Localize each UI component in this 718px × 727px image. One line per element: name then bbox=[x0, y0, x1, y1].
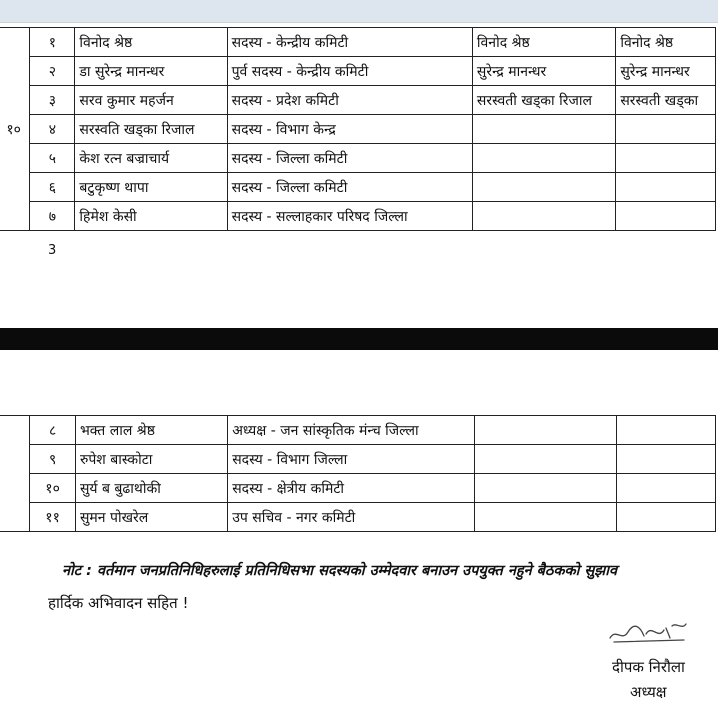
nominee-cell: विनोद श्रेष्ठ bbox=[616, 28, 716, 57]
page-break-bar bbox=[0, 328, 718, 350]
greeting-text: हार्दिक अभिवादन सहित ! bbox=[48, 594, 189, 612]
nominee-cell bbox=[472, 173, 615, 202]
table-row bbox=[0, 416, 716, 445]
nominee-cell: सुरेन्द्र मानन्धर bbox=[616, 57, 716, 86]
signatory-title: अध्यक्ष bbox=[630, 683, 667, 701]
table-row bbox=[0, 173, 716, 202]
page-number: 3 bbox=[48, 243, 57, 258]
table-row bbox=[0, 474, 716, 503]
name-cell: सुमन पोखरेल bbox=[75, 503, 227, 532]
nominee-cell bbox=[474, 416, 616, 445]
position-cell: उप सचिव - नगर कमिटी bbox=[228, 503, 474, 532]
group-number-cell: १० bbox=[0, 28, 30, 231]
serial-number-cell: ५ bbox=[30, 144, 75, 173]
nominee-cell bbox=[616, 173, 716, 202]
nominee-cell bbox=[474, 445, 616, 474]
nominee-cell bbox=[617, 474, 716, 503]
name-cell: बटुकृष्ण थापा bbox=[75, 173, 227, 202]
serial-number-cell: ३ bbox=[30, 86, 75, 115]
serial-number-cell: ४ bbox=[30, 115, 75, 144]
nominee-cell bbox=[616, 144, 716, 173]
name-cell: सरव कुमार महर्जन bbox=[75, 86, 227, 115]
table-row bbox=[0, 57, 716, 86]
serial-number-cell: १० bbox=[30, 474, 76, 503]
serial-number-cell: ११ bbox=[30, 503, 76, 532]
position-cell: अध्यक्ष - जन सांस्कृतिक मंन्च जिल्ला bbox=[228, 416, 474, 445]
serial-number-cell: ७ bbox=[30, 202, 75, 231]
table-row bbox=[0, 28, 716, 57]
serial-number-cell: ९ bbox=[30, 445, 76, 474]
position-cell: सदस्य - विभाग जिल्ला bbox=[228, 445, 474, 474]
nominee-cell bbox=[472, 202, 615, 231]
table-row bbox=[0, 202, 716, 231]
nominee-cell bbox=[617, 416, 716, 445]
position-cell: पुर्व सदस्य - केन्द्रीय कमिटी bbox=[227, 57, 472, 86]
table-row bbox=[0, 86, 716, 115]
name-cell: सुर्य ब बुढाथोकी bbox=[75, 474, 227, 503]
name-cell: सरस्वति खड्का रिजाल bbox=[75, 115, 227, 144]
name-cell: भक्त लाल श्रेष्ठ bbox=[75, 416, 227, 445]
nominee-cell bbox=[474, 503, 616, 532]
position-cell: सदस्य - जिल्ला कमिटी bbox=[227, 173, 472, 202]
nominee-cell bbox=[474, 474, 616, 503]
table-row bbox=[0, 445, 716, 474]
nominee-cell bbox=[472, 144, 615, 173]
position-cell: सदस्य - जिल्ला कमिटी bbox=[227, 144, 472, 173]
serial-number-cell: ८ bbox=[30, 416, 76, 445]
table-row bbox=[0, 115, 716, 144]
note-text: नोट : वर्तमान जनप्रतिनिधिहरुलाई प्रतिनिधिसभा सदस्यको उम्मेदवार बनाउन उपयुक्त नहुने बैठकको सुझाव bbox=[62, 563, 618, 579]
table-row bbox=[0, 503, 716, 532]
candidates-table-1 bbox=[0, 27, 716, 231]
nominee-cell bbox=[472, 115, 615, 144]
nominee-cell bbox=[617, 503, 716, 532]
nominee-cell: सरस्वती खड्का रिजाल bbox=[472, 86, 615, 115]
nominee-cell bbox=[616, 115, 716, 144]
nominee-cell bbox=[616, 202, 716, 231]
page-top-band bbox=[0, 0, 718, 23]
table-row bbox=[0, 144, 716, 173]
position-cell: सदस्य - सल्लाहकार परिषद जिल्ला bbox=[227, 202, 472, 231]
handwritten-signature bbox=[606, 618, 690, 648]
nominee-cell: विनोद श्रेष्ठ bbox=[472, 28, 615, 57]
position-cell: सदस्य - केन्द्रीय कमिटी bbox=[227, 28, 472, 57]
name-cell: रुपेश बास्कोटा bbox=[75, 445, 227, 474]
position-cell: सदस्य - प्रदेश कमिटी bbox=[227, 86, 472, 115]
nominee-cell: सुरेन्द्र मानन्धर bbox=[472, 57, 615, 86]
name-cell: विनोद श्रेष्ठ bbox=[75, 28, 227, 57]
serial-number-cell: ६ bbox=[30, 173, 75, 202]
candidates-table-2 bbox=[0, 415, 716, 532]
name-cell: हिमेश केसी bbox=[75, 202, 227, 231]
serial-number-cell: १ bbox=[30, 28, 75, 57]
nominee-cell: सरस्वती खड्का bbox=[616, 86, 716, 115]
group-number-cell bbox=[0, 416, 30, 532]
signatory-name: दीपक निरौला bbox=[612, 658, 685, 676]
name-cell: केश रत्न बज्राचार्य bbox=[75, 144, 227, 173]
serial-number-cell: २ bbox=[30, 57, 75, 86]
position-cell: सदस्य - विभाग केन्द्र bbox=[227, 115, 472, 144]
position-cell: सदस्य - क्षेत्रीय कमिटी bbox=[228, 474, 474, 503]
nominee-cell bbox=[617, 445, 716, 474]
name-cell: डा सुरेन्द्र मानन्धर bbox=[75, 57, 227, 86]
